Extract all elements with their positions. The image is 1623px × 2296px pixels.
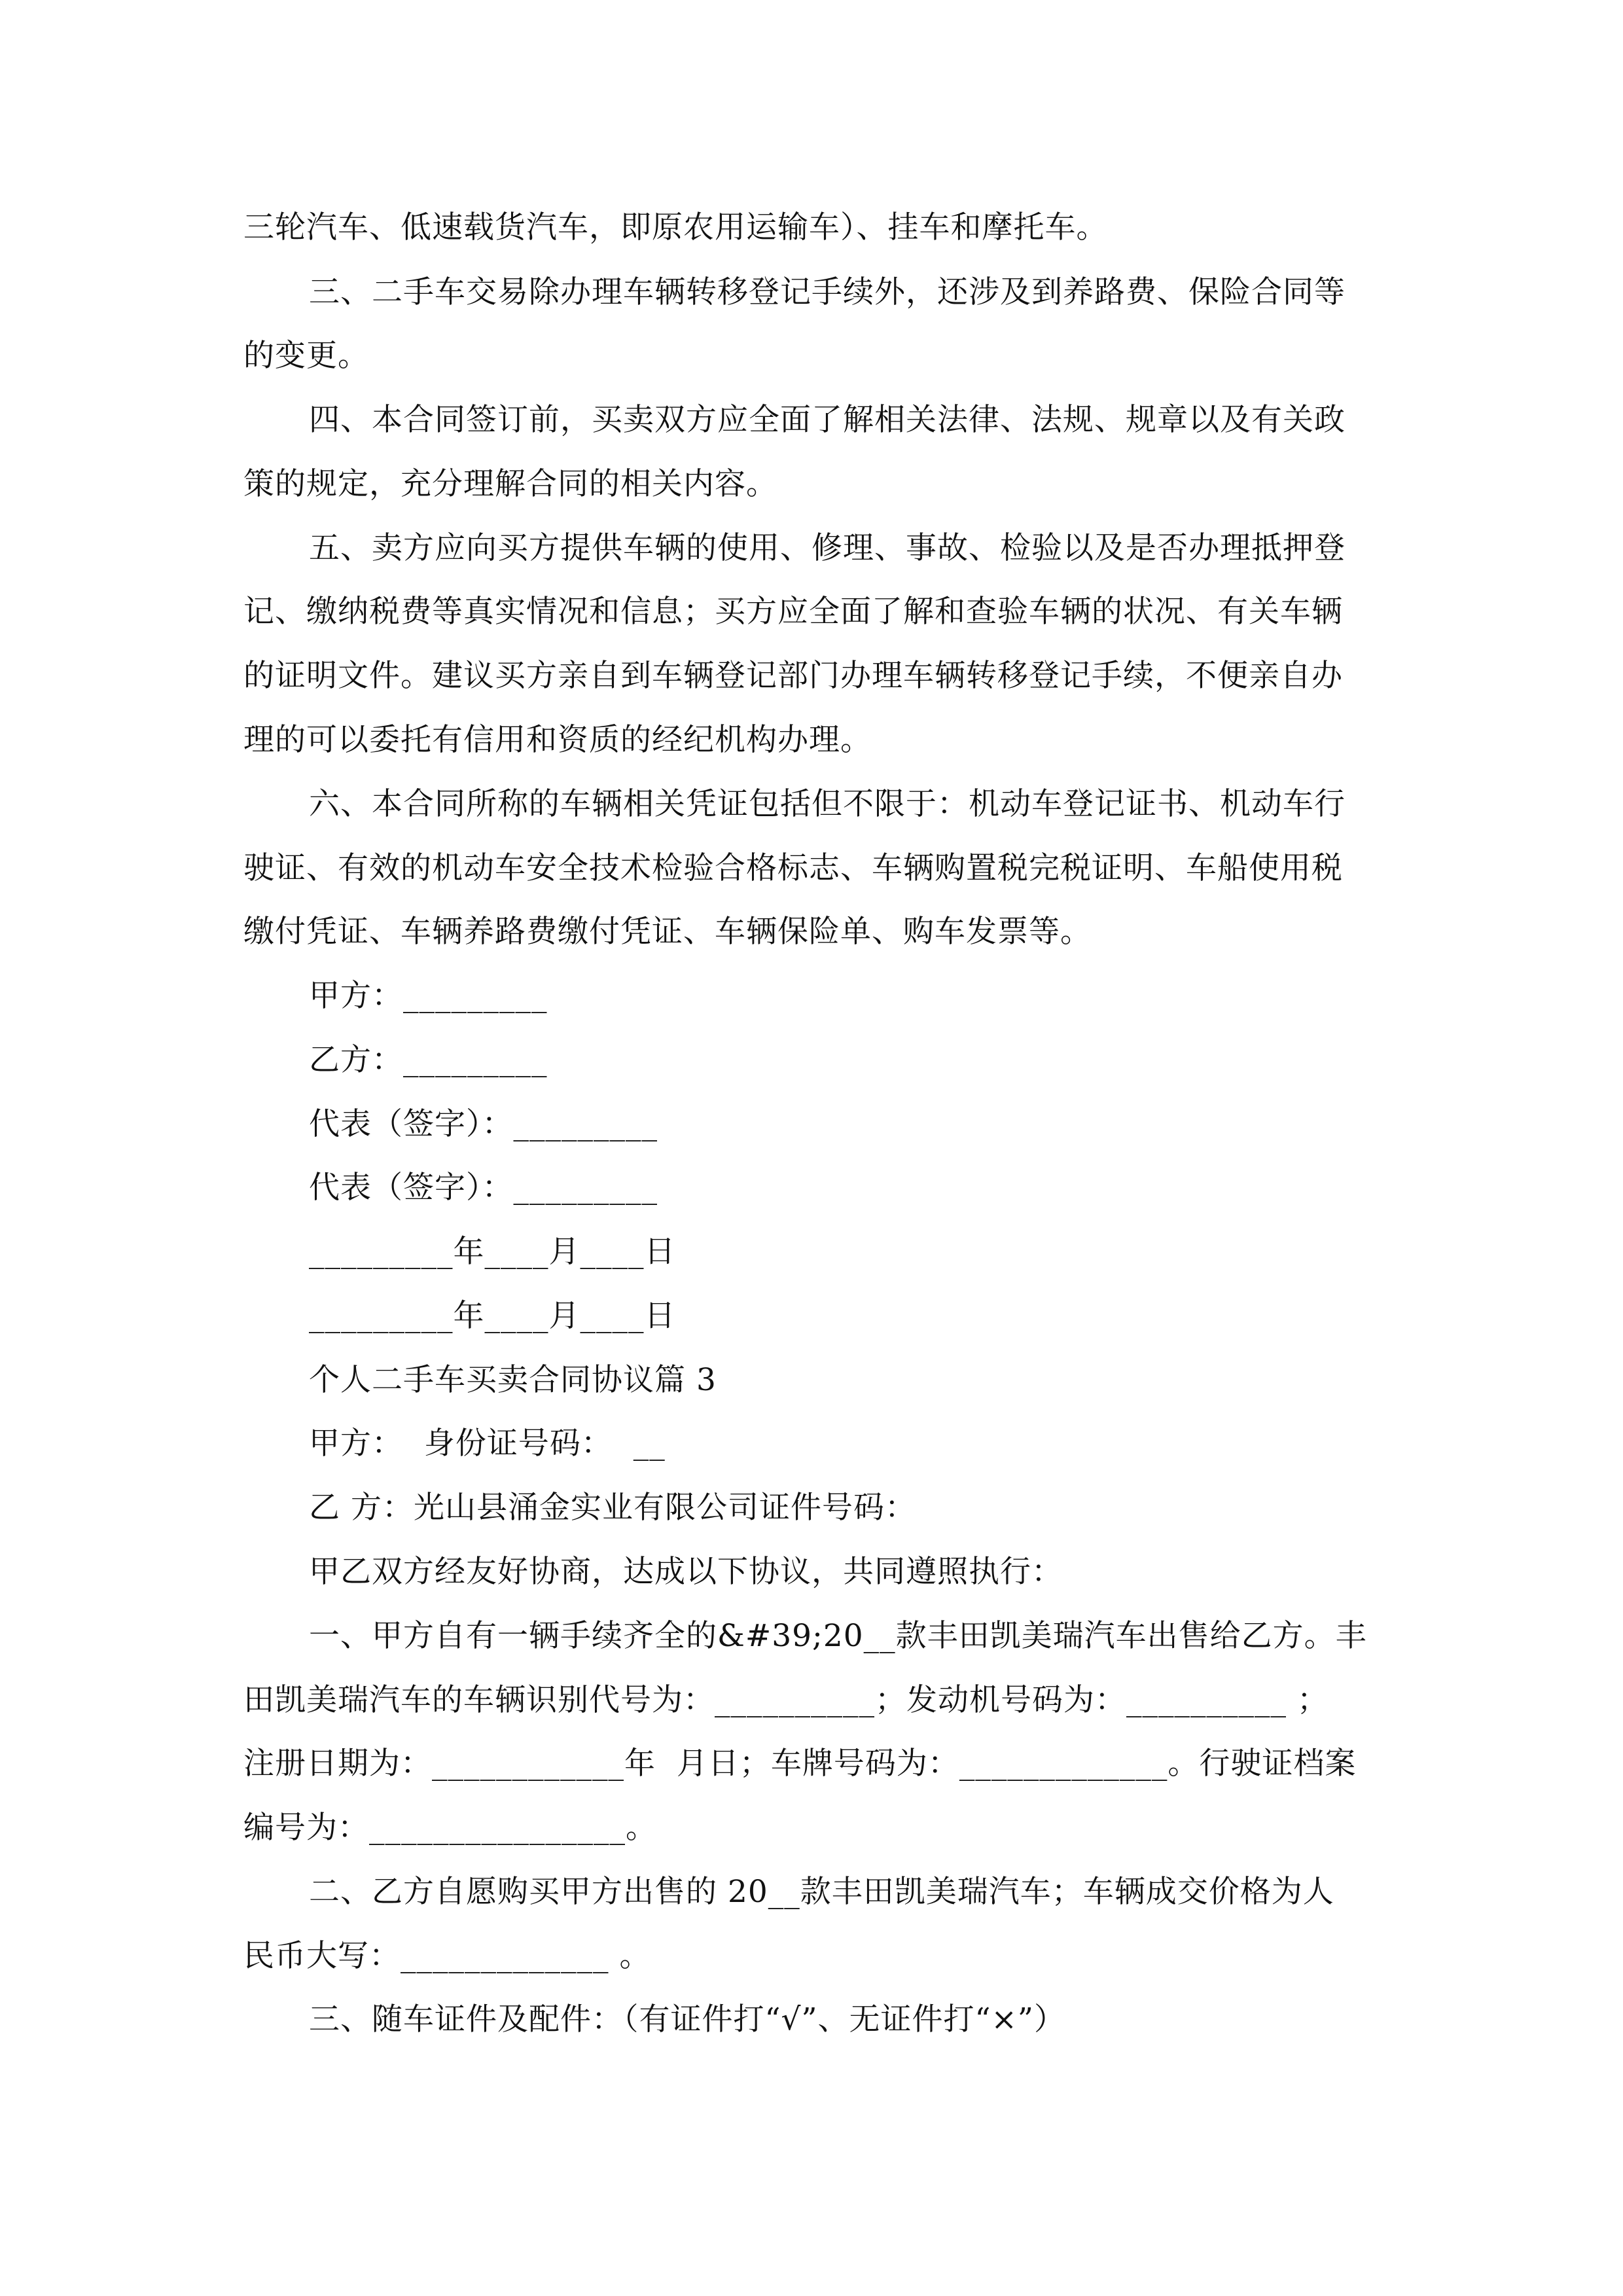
text-line: 注册日期为：____________年 月日；车牌号码为：_____________。行驶证档案 [243, 1746, 1357, 1782]
representative-signature-line: 代表（签字）：_________ [309, 1106, 658, 1142]
representative-signature-line: 代表（签字）：_________ [309, 1170, 658, 1206]
text-line: 驶证、有效的机动车安全技术检验合格标志、车辆购置税完税证明、车船使用税 [243, 850, 1343, 886]
text-line: 三轮汽车、低速载货汽车，即原农用运输车）、挂车和摩托车。 [243, 209, 1108, 245]
date-line: _________年____月____日 [309, 1234, 676, 1270]
date-line: _________年____月____日 [309, 1298, 676, 1334]
text-line: 缴付凭证、车辆养路费缴付凭证、车辆保险单、购车发票等。 [243, 914, 1092, 950]
text-line: 甲乙双方经友好协商，达成以下协议，共同遵照执行： [309, 1554, 1063, 1590]
text-line: 的变更。 [243, 338, 369, 374]
text-line: 一、甲方自有一辆手续齐全的&#39;20__款丰田凯美瑞汽车出售给乙方。丰 [309, 1618, 1367, 1654]
text-line: 田凯美瑞汽车的车辆识别代号为：__________；发动机号码为：__________ ； [243, 1682, 1329, 1718]
text-line: 策的规定，充分理解合同的相关内容。 [243, 466, 777, 502]
text-line: 编号为：________________。 [243, 1810, 657, 1846]
party-a-signature-line: 甲方：_________ [309, 978, 548, 1014]
text-line: 三、随车证件及配件：（有证件打“√”、无证件打“×”） [309, 2001, 1065, 2037]
text-line: 乙 方：光山县涌金实业有限公司证件号码： [309, 1490, 916, 1526]
text-line: 三、二手车交易除办理车辆转移登记手续外，还涉及到养路费、保险合同等 [309, 274, 1346, 310]
text-line: 甲方： 身份证号码： __ [309, 1426, 666, 1462]
text-line: 六、本合同所称的车辆相关凭证包括但不限于：机动车登记证书、机动车行 [309, 786, 1346, 822]
party-b-signature-line: 乙方：_________ [309, 1042, 548, 1078]
text-line: 民币大写：_____________ 。 [243, 1938, 651, 1974]
text-line: 五、卖方应向买方提供车辆的使用、修理、事故、检验以及是否办理抵押登 [309, 530, 1346, 566]
text-line: 二、乙方自愿购买甲方出售的 20__款丰田凯美瑞汽车；车辆成交价格为人 [309, 1874, 1334, 1910]
text-line: 理的可以委托有信用和资质的经纪机构办理。 [243, 722, 872, 758]
text-line: 的证明文件。建议买方亲自到车辆登记部门办理车辆转移登记手续，不便亲自办 [243, 658, 1343, 694]
text-line: 记、缴纳税费等真实情况和信息；买方应全面了解和查验车辆的状况、有关车辆 [243, 594, 1343, 630]
text-line: 四、本合同签订前，买卖双方应全面了解相关法律、法规、规章以及有关政 [309, 402, 1346, 438]
section-heading: 个人二手车买卖合同协议篇 3 [309, 1362, 717, 1398]
